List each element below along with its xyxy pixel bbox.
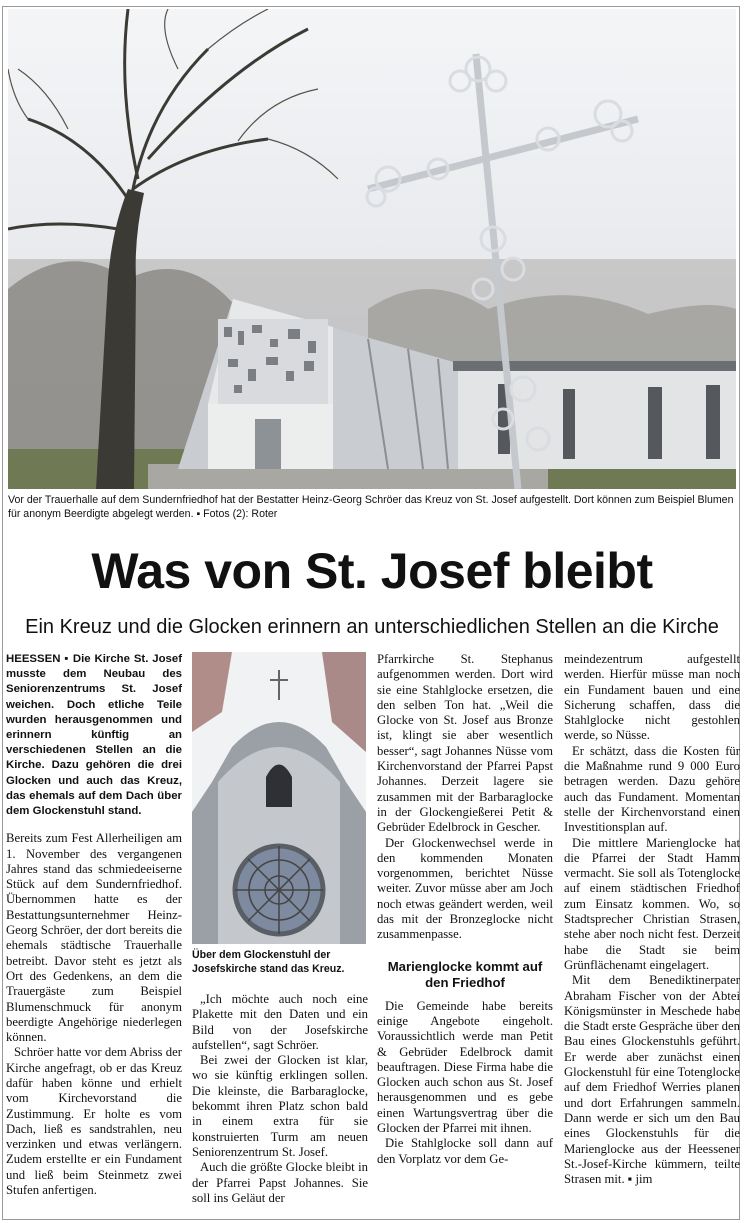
- body-paragraph: Auch die größte Glocke bleibt in der Pfarrei Papst Johannes. Sie soll ins Geläut der: [192, 1160, 368, 1205]
- main-photo: [8, 9, 736, 489]
- body-paragraph: Schröer hatte vor dem Abriss der Kirche angefragt, ob er das Kreuz dafür haben könne und erhielt vom Kirchevorstand die Zustimmung. Er holte es vom Dach, ließ es sandstrahlen, neu verzinken und etwas verlängern. Zudem erstellte er ein Fundament und ließ beim Steinmetz zwei Stufen anfertigen.: [6, 1045, 182, 1198]
- church-photo: [192, 652, 366, 944]
- column-3: [377, 652, 553, 1167]
- body-paragraph: Die Stahlglocke soll dann auf den Vorplatz vor dem Ge-: [377, 1136, 553, 1166]
- body-paragraph: Bei zwei der Glocken ist klar, wo sie künftig erklingen sollen. Die kleinste, die Barbaraglocke, bekommt ihren Platz schon bald in einem extra für sie konstruierten Turm am neuen Seniorenzentrum St. Josef.: [192, 1053, 368, 1159]
- headline: Was von St. Josef bleibt: [91, 543, 653, 599]
- lead-paragraph: HEESSEN ▪ Die Kirche St. Josef musste dem Neubau des Seniorenzentrums St. Josef weichen. Doch etliche Teile wurden herausgenommen und erinnern künftig an verschiedenen Stellen an die Kirche. Dazu gehören die drei Glocken und auch das Kreuz, das ehemals auf dem Dach über dem Glockenstuhl stand.: [6, 653, 182, 818]
- column-1: [6, 652, 182, 1198]
- subheadline: Ein Kreuz und die Glocken erinnern an unterschiedlichen Stellen an die Kirche: [25, 616, 719, 638]
- section-heading: Marienglocke kommt auf den Friedhof: [387, 958, 543, 990]
- body-paragraph: „Ich möchte auch noch eine Plakette mit den Daten und ein Bild von der Josefskirche aufstellen“, sagt Schröer.: [192, 992, 368, 1052]
- body-paragraph: Er schätzt, dass die Kosten für die Maßnahme rund 9 000 Euro betragen werden. Dazu gehöre auch das Fundament. Momentan stelle der Kirchenvorstand einen Investitionsplan auf.: [564, 743, 740, 835]
- church-photo-caption: Über dem Glockenstuhl der Josefskirche stand das Kreuz.: [192, 949, 345, 975]
- column-2: [192, 652, 368, 1206]
- body-paragraph: Die Gemeinde habe bereits einige Angebote eingeholt. Voraussichtlich werde man Petit & Gebrüder Edelbrock damit beauftragen. Diese Firma habe die Glocken auch schon aus St. Josef herausgenommen und es gebe einen Wartungsvertrag über die Glocken der Pfarrei mit ihnen.: [377, 998, 553, 1136]
- main-photo-caption: Vor der Trauerhalle auf dem Sundernfriedhof hat der Bestatter Heinz-Georg Schröer das Kreuz von St. Josef aufgestellt. Dort können zum Beispiel Blumen für anonym Beerdigte abgelegt werden. ▪ Fotos (2): Roter: [8, 494, 734, 520]
- body-paragraph: meindezentrum aufgestellt werden. Hierfür müsse man noch ein Fundament bauen und eine Sicherung schaffen, dass die Stahlglocke nicht gestohlen werde, so Nüsse.: [564, 652, 740, 743]
- body-paragraph: Der Glockenwechsel werde in den kommenden Monaten vorgenommen, berichtet Nüsse weiter. Zuvor müsse aber am Joch noch etwas geändert werden, weil das mit der Bronzeglocke nicht zusammenpasse.: [377, 835, 553, 942]
- column-4: [564, 652, 740, 1187]
- body-paragraph: Mit dem Benediktinerpater Abraham Fischer von der Abtei Königsmünster in Meschede habe die Stadt erste Gespräche über den Bau eines Glockenstuhls geführt. Er werde aber zunächst einen Glockenstuhl für eine Totenglocke auf dem Friedhof Werries planen und dort Erfahrungen sammeln. Dann werde er sich um den Bau eines Glockenstuhls für die Marienglocke aus der Heessener St.-Josef-Kirche kümmern, teilte Strasen mit. ▪ jim: [564, 973, 740, 1187]
- body-paragraph: Bereits zum Fest Allerheiligen am 1. November des vergangenen Jahres stand das schmiedeeiserne Stück auf dem Sundernfriedhof. Übernommen hatte es der Bestattungsunternehmer Heinz-Georg Schröer, der dort bereits die ehemals städtische Trauerhalle betreibt. Davor steht es jetzt als Ort des Gedenkens, an dem die Trauergäste zum Beispiel Blumenschmuck für anonym beerdigte Angehörige niederlegen können.: [6, 831, 182, 1045]
- body-paragraph: Pfarrkirche St. Stephanus aufgenommen werden. Dort wird sie eine Stahlglocke ersetzen, die den selben Ton hat. „Weil die Glocke von St. Josef aus Bronze ist, klingt sie aber wesentlich besser“, sagt Johannes Nüsse vom Kirchenvorstand der Pfarrei Papst Johannes. Derzeit lagere sie zusammen mit der Barbaraglocke in der Glockengießerei Petit & Gebrüder Edelbrock in Gescher.: [377, 652, 553, 835]
- body-paragraph: Die mittlere Marienglocke hat die Pfarrei der Stadt Hamm vermacht. Sie soll als Totenglocke auf einem städtischen Friedhof zum Einsatz kommen. Wo, so Stadtsprecher Christian Strasen, stehe aber noch nicht fest. Derzeit habe die Stadt sie beim Grünflächenamt eingelagert.: [564, 835, 740, 972]
